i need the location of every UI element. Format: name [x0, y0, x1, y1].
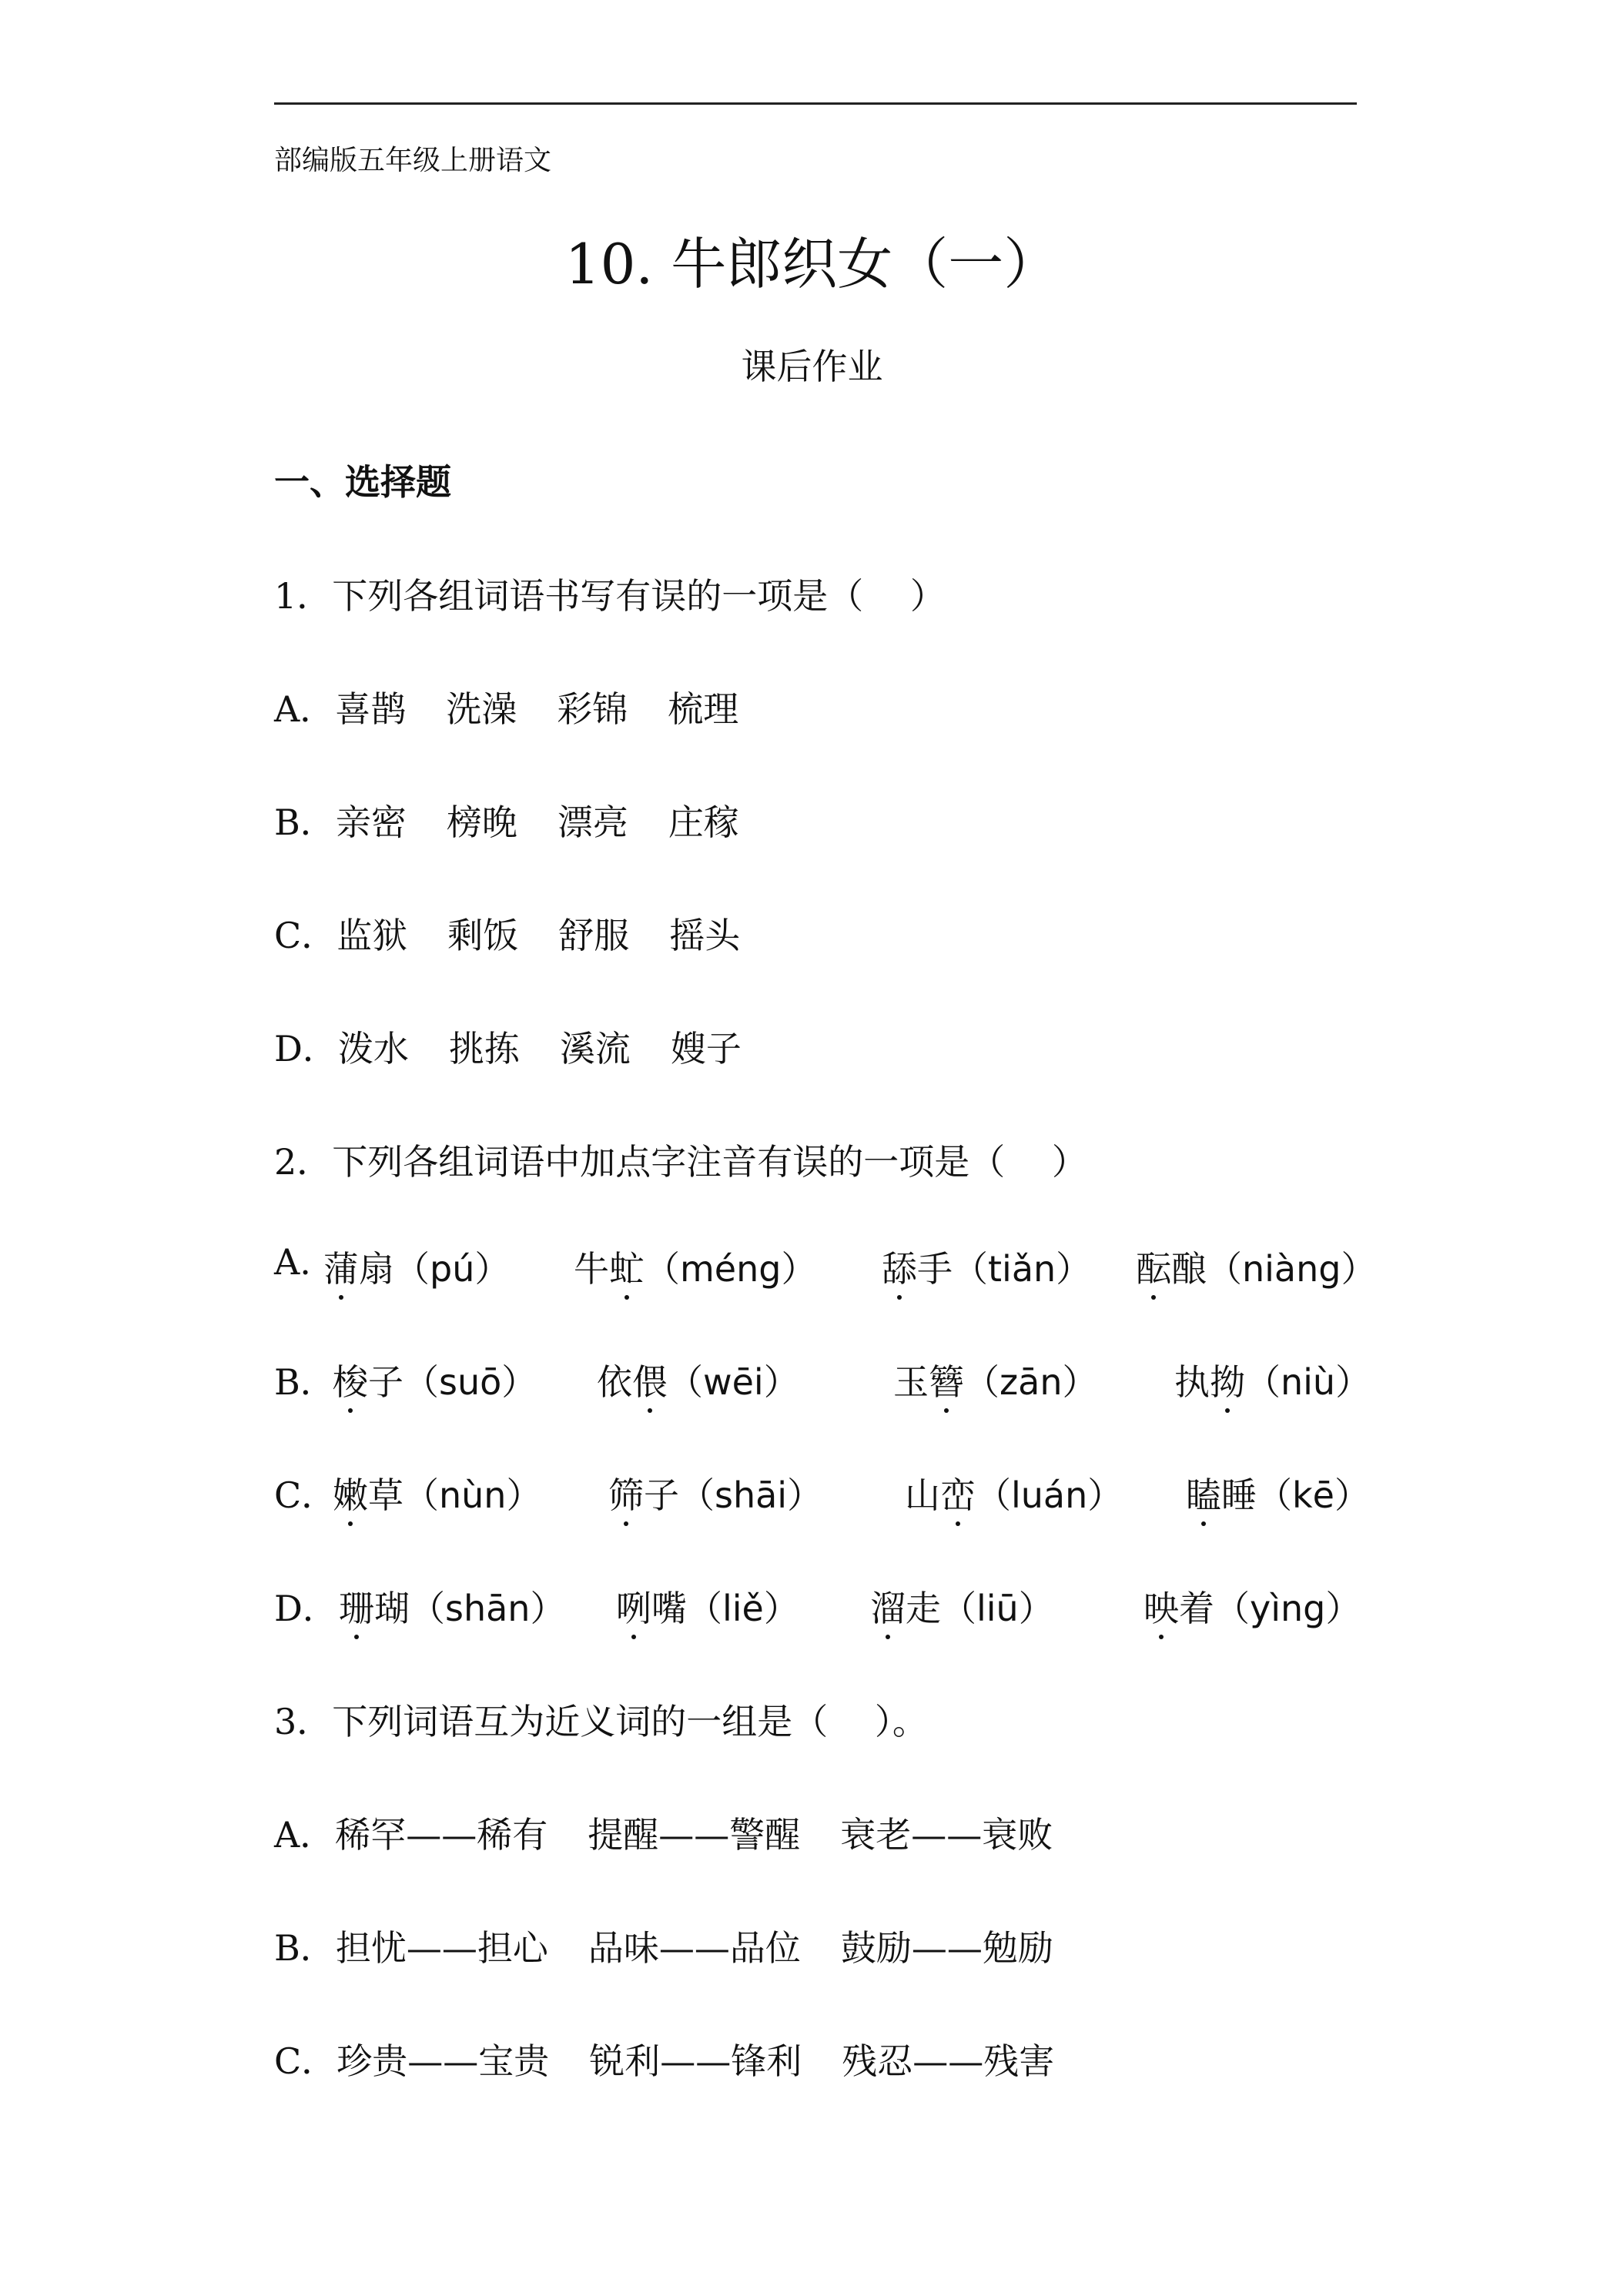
pinyin-item: [597, 1354, 799, 1405]
pinyin-item: [333, 1468, 541, 1518]
question-1-option-a: [274, 681, 779, 732]
option-word: 嫂子: [670, 1028, 742, 1069]
question-2-stem: 2．下列各组词语中加点字注音有误的一项是（ ）: [274, 1141, 1087, 1183]
option-word: 摇头: [669, 915, 741, 956]
pinyin: （niàng）: [1207, 1248, 1377, 1290]
option-pair: 稀罕——稀有: [335, 1814, 548, 1856]
char: 瑚: [374, 1588, 410, 1629]
pinyin: （kē）: [1257, 1474, 1370, 1516]
pinyin-item: [339, 1581, 565, 1632]
option-word: 彩锦: [557, 688, 628, 730]
option-pair: 提醒——警醒: [588, 1814, 801, 1856]
char: 依: [597, 1361, 632, 1403]
pinyin-item: [574, 1241, 816, 1292]
pinyin: （yìng）: [1214, 1588, 1361, 1629]
dotted-char: 簪: [929, 1354, 964, 1405]
pinyin-item: [882, 1241, 1091, 1292]
pinyin: （tiǎn）: [953, 1248, 1092, 1290]
pinyin: （wēi）: [668, 1361, 799, 1403]
option-word: 洗澡: [446, 688, 517, 730]
pinyin: （méng）: [645, 1248, 817, 1290]
char: 走: [906, 1588, 941, 1629]
char: 嘴: [651, 1588, 687, 1629]
pinyin-item: [1174, 1354, 1371, 1405]
option-word: 溪流: [559, 1028, 631, 1069]
char: 执: [1174, 1361, 1210, 1403]
char: 睡: [1221, 1474, 1257, 1516]
dotted-char: 映: [1143, 1581, 1179, 1632]
option-pair: 鼓励——勉励: [840, 1927, 1053, 1969]
option-word: 漂亮: [557, 802, 628, 843]
question-1-stem: 1．下列各组词语书写有误的一项是（ ）: [274, 575, 946, 617]
pinyin-item: [893, 1354, 1098, 1405]
char: 着: [1179, 1588, 1214, 1629]
option-pair: 残忍——残害: [842, 2040, 1055, 2082]
pinyin: （luán）: [976, 1474, 1123, 1516]
dotted-char: 酝: [1136, 1241, 1171, 1292]
option-letter: B．: [274, 802, 336, 843]
option-word: 榜晚: [446, 802, 517, 843]
pinyin: （liě）: [687, 1588, 799, 1629]
page-title: 10. 牛郎织女（一）: [564, 232, 1060, 296]
pinyin-item: [323, 1241, 510, 1292]
dotted-char: 溜: [870, 1581, 906, 1632]
pinyin: （pú）: [394, 1248, 511, 1290]
pinyin: （liū）: [941, 1588, 1054, 1629]
option-word: 亲密: [335, 802, 407, 843]
dotted-char: 蒲: [323, 1241, 359, 1292]
dotted-char: 筛: [608, 1468, 644, 1518]
option-letter: A．: [274, 1814, 336, 1856]
option-pair: 品味——品位: [588, 1927, 801, 1969]
question-2-option-c-letter: C．: [274, 1474, 337, 1516]
option-letter: D．: [274, 1028, 338, 1069]
question-1-option-c: [274, 908, 780, 959]
option-pair: 珍贵——宝贵: [337, 2040, 550, 2082]
pinyin-item: [1186, 1468, 1370, 1518]
char: 牛: [574, 1248, 609, 1290]
pinyin-item: [870, 1581, 1054, 1632]
option-letter: C．: [274, 2040, 337, 2082]
option-pair: 担忧——担心: [335, 1927, 548, 1969]
dotted-char: 咧: [616, 1581, 651, 1632]
option-word: 监狱: [337, 915, 408, 956]
dotted-char: 嫩: [333, 1468, 368, 1518]
dotted-char: 瞌: [1186, 1468, 1221, 1518]
option-word: 梳理: [668, 688, 739, 730]
dotted-char: 舔: [882, 1241, 917, 1292]
option-letter: A．: [274, 688, 336, 730]
option-word: 舒服: [558, 915, 630, 956]
pinyin-item: [1143, 1581, 1361, 1632]
question-3-option-a: [274, 1807, 1093, 1858]
char: 草: [368, 1474, 403, 1516]
question-2-option-d-letter: D．: [274, 1588, 338, 1629]
section-heading: 一、选择题: [274, 461, 451, 503]
question-3-option-c: [274, 2033, 1094, 2084]
question-2-option-b-letter: B．: [274, 1361, 336, 1403]
pinyin: （zān）: [964, 1361, 1098, 1403]
option-letter: B．: [274, 1927, 336, 1969]
option-pair: 衰老——衰败: [840, 1814, 1053, 1856]
pinyin-item: [333, 1354, 537, 1405]
question-1-option-d: [274, 1021, 782, 1072]
dotted-char: 偎: [632, 1354, 668, 1405]
header-label: 部编版五年级上册语文: [274, 145, 552, 176]
option-word: 剩饭: [447, 915, 519, 956]
header-rule: [274, 102, 1357, 105]
dotted-char: 梭: [333, 1354, 368, 1405]
dotted-char: 虻: [609, 1241, 645, 1292]
question-3-option-b: [274, 1920, 1093, 1971]
char: 玉: [893, 1361, 929, 1403]
page-subtitle: 课后作业: [741, 346, 883, 387]
option-pair: 锐利——锋利: [589, 2040, 802, 2082]
char: 子: [368, 1361, 403, 1403]
option-word: 泼水: [337, 1028, 409, 1069]
char: 酿: [1171, 1248, 1207, 1290]
pinyin: （nùn）: [403, 1474, 542, 1516]
pinyin: （shān）: [410, 1588, 566, 1629]
pinyin-item: [608, 1468, 822, 1518]
option-word: 挑拣: [448, 1028, 520, 1069]
char: 子: [644, 1474, 679, 1516]
question-2-option-a-letter: A.: [274, 1241, 311, 1283]
option-word: 庄稼: [668, 802, 739, 843]
pinyin: （shāi）: [679, 1474, 823, 1516]
dotted-char: 拗: [1210, 1354, 1245, 1405]
pinyin-item: [905, 1468, 1123, 1518]
pinyin-item: [616, 1581, 799, 1632]
char: 手: [917, 1248, 953, 1290]
question-1-option-b: [274, 795, 779, 845]
option-letter: C．: [274, 915, 337, 956]
question-3-stem: 3．下列词语互为近义词的一组是（ ）。: [274, 1701, 928, 1742]
pinyin: （suō）: [403, 1361, 537, 1403]
pinyin: （niù）: [1245, 1361, 1371, 1403]
dotted-char: 珊: [339, 1581, 374, 1632]
dotted-char: 峦: [940, 1468, 976, 1518]
option-word: 喜鹊: [335, 688, 407, 730]
pinyin-item: [1136, 1241, 1376, 1292]
char: 扇: [359, 1248, 394, 1290]
char: 山: [905, 1474, 940, 1516]
